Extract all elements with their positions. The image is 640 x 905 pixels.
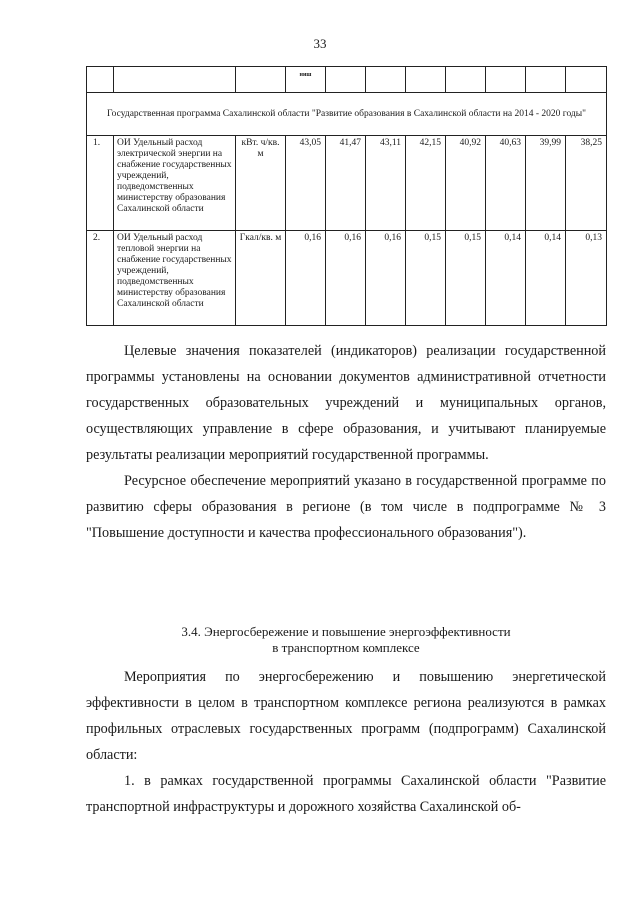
header-cell: [446, 67, 486, 93]
section-heading: [86, 624, 606, 656]
value-cell: 0,13: [566, 231, 607, 326]
header-cell: [366, 67, 406, 93]
value-cell: 42,15: [406, 136, 446, 231]
header-cell: [406, 67, 446, 93]
indicators-table: [86, 66, 607, 326]
indicator-name: ОИ Удельный расход тепловой энергии на снабжение государственных учреждений, подведомственных министерству образования Сахалинской области: [114, 231, 236, 326]
value-cell: 41,47: [326, 136, 366, 231]
section-heading-line: в транспортном комплексе: [272, 640, 420, 655]
value-cell: 0,16: [366, 231, 406, 326]
header-cell: [87, 67, 114, 93]
value-cell: 40,63: [486, 136, 526, 231]
header-cell: [566, 67, 607, 93]
value-cell: 0,16: [286, 231, 326, 326]
header-cell: [326, 67, 366, 93]
value-cell: 0,14: [526, 231, 566, 326]
paragraph: Ресурсное обеспечение мероприятий указано в государственной программе по развитию сферы образования в регионе (в том числе в подпрограмме № 3 "Повышение доступности и качества профессионального образования").: [86, 473, 606, 541]
value-cell: 0,16: [326, 231, 366, 326]
table-header-row: [87, 67, 607, 93]
value-cell: 0,15: [406, 231, 446, 326]
row-index: 1.: [87, 136, 114, 231]
body-text-bottom: [86, 664, 606, 820]
header-cell: [526, 67, 566, 93]
table-row: [87, 136, 607, 231]
header-cell: [486, 67, 526, 93]
header-cell: [114, 67, 236, 93]
indicator-name: ОИ Удельный расход электрической энергии на снабжение государственных учреждений, подведомственных министерству образования Сахалинской области: [114, 136, 236, 231]
paragraph: Целевые значения показателей (индикаторов) реализации государственной программы установлены на основании документов административной отчетности государственных образовательных учреждений и муниципальных органов, осуществляющих управление в сфере образования, и учитывают планируемые результаты реализации мероприятий государственной программы.: [86, 343, 606, 463]
body-text-top: [86, 338, 606, 546]
value-cell: 43,05: [286, 136, 326, 231]
paragraph: Мероприятия по энергосбережению и повышению энергетической эффективности в целом в транспортном комплексе региона реализуются в рамках профильных отраслевых государственных программ (подпрограмм) Сахалинской области:: [86, 669, 606, 763]
program-title-row: [87, 93, 607, 136]
paragraph: 1. в рамках государственной программы Сахалинской области "Развитие транспортной инфраструктуры и дорожного хозяйства Сахалинской об-: [86, 773, 606, 815]
value-cell: 39,99: [526, 136, 566, 231]
indicator-unit: кВт. ч/кв. м: [236, 136, 286, 231]
indicators-table-wrap: [86, 66, 606, 326]
section-heading-line: 3.4. Энергосбережение и повышение энергоэффективности: [181, 624, 511, 639]
value-cell: 43,11: [366, 136, 406, 231]
value-cell: 0,15: [446, 231, 486, 326]
header-mark: ниш: [286, 67, 326, 93]
row-index: 2.: [87, 231, 114, 326]
indicator-unit: Гкал/кв. м: [236, 231, 286, 326]
value-cell: 40,92: [446, 136, 486, 231]
program-title: Государственная программа Сахалинской области "Развитие образования в Сахалинской области на 2014 - 2020 годы": [87, 93, 607, 136]
header-cell: [236, 67, 286, 93]
page-number: 33: [313, 36, 327, 51]
value-cell: 0,14: [486, 231, 526, 326]
table-row: [87, 231, 607, 326]
value-cell: 38,25: [566, 136, 607, 231]
